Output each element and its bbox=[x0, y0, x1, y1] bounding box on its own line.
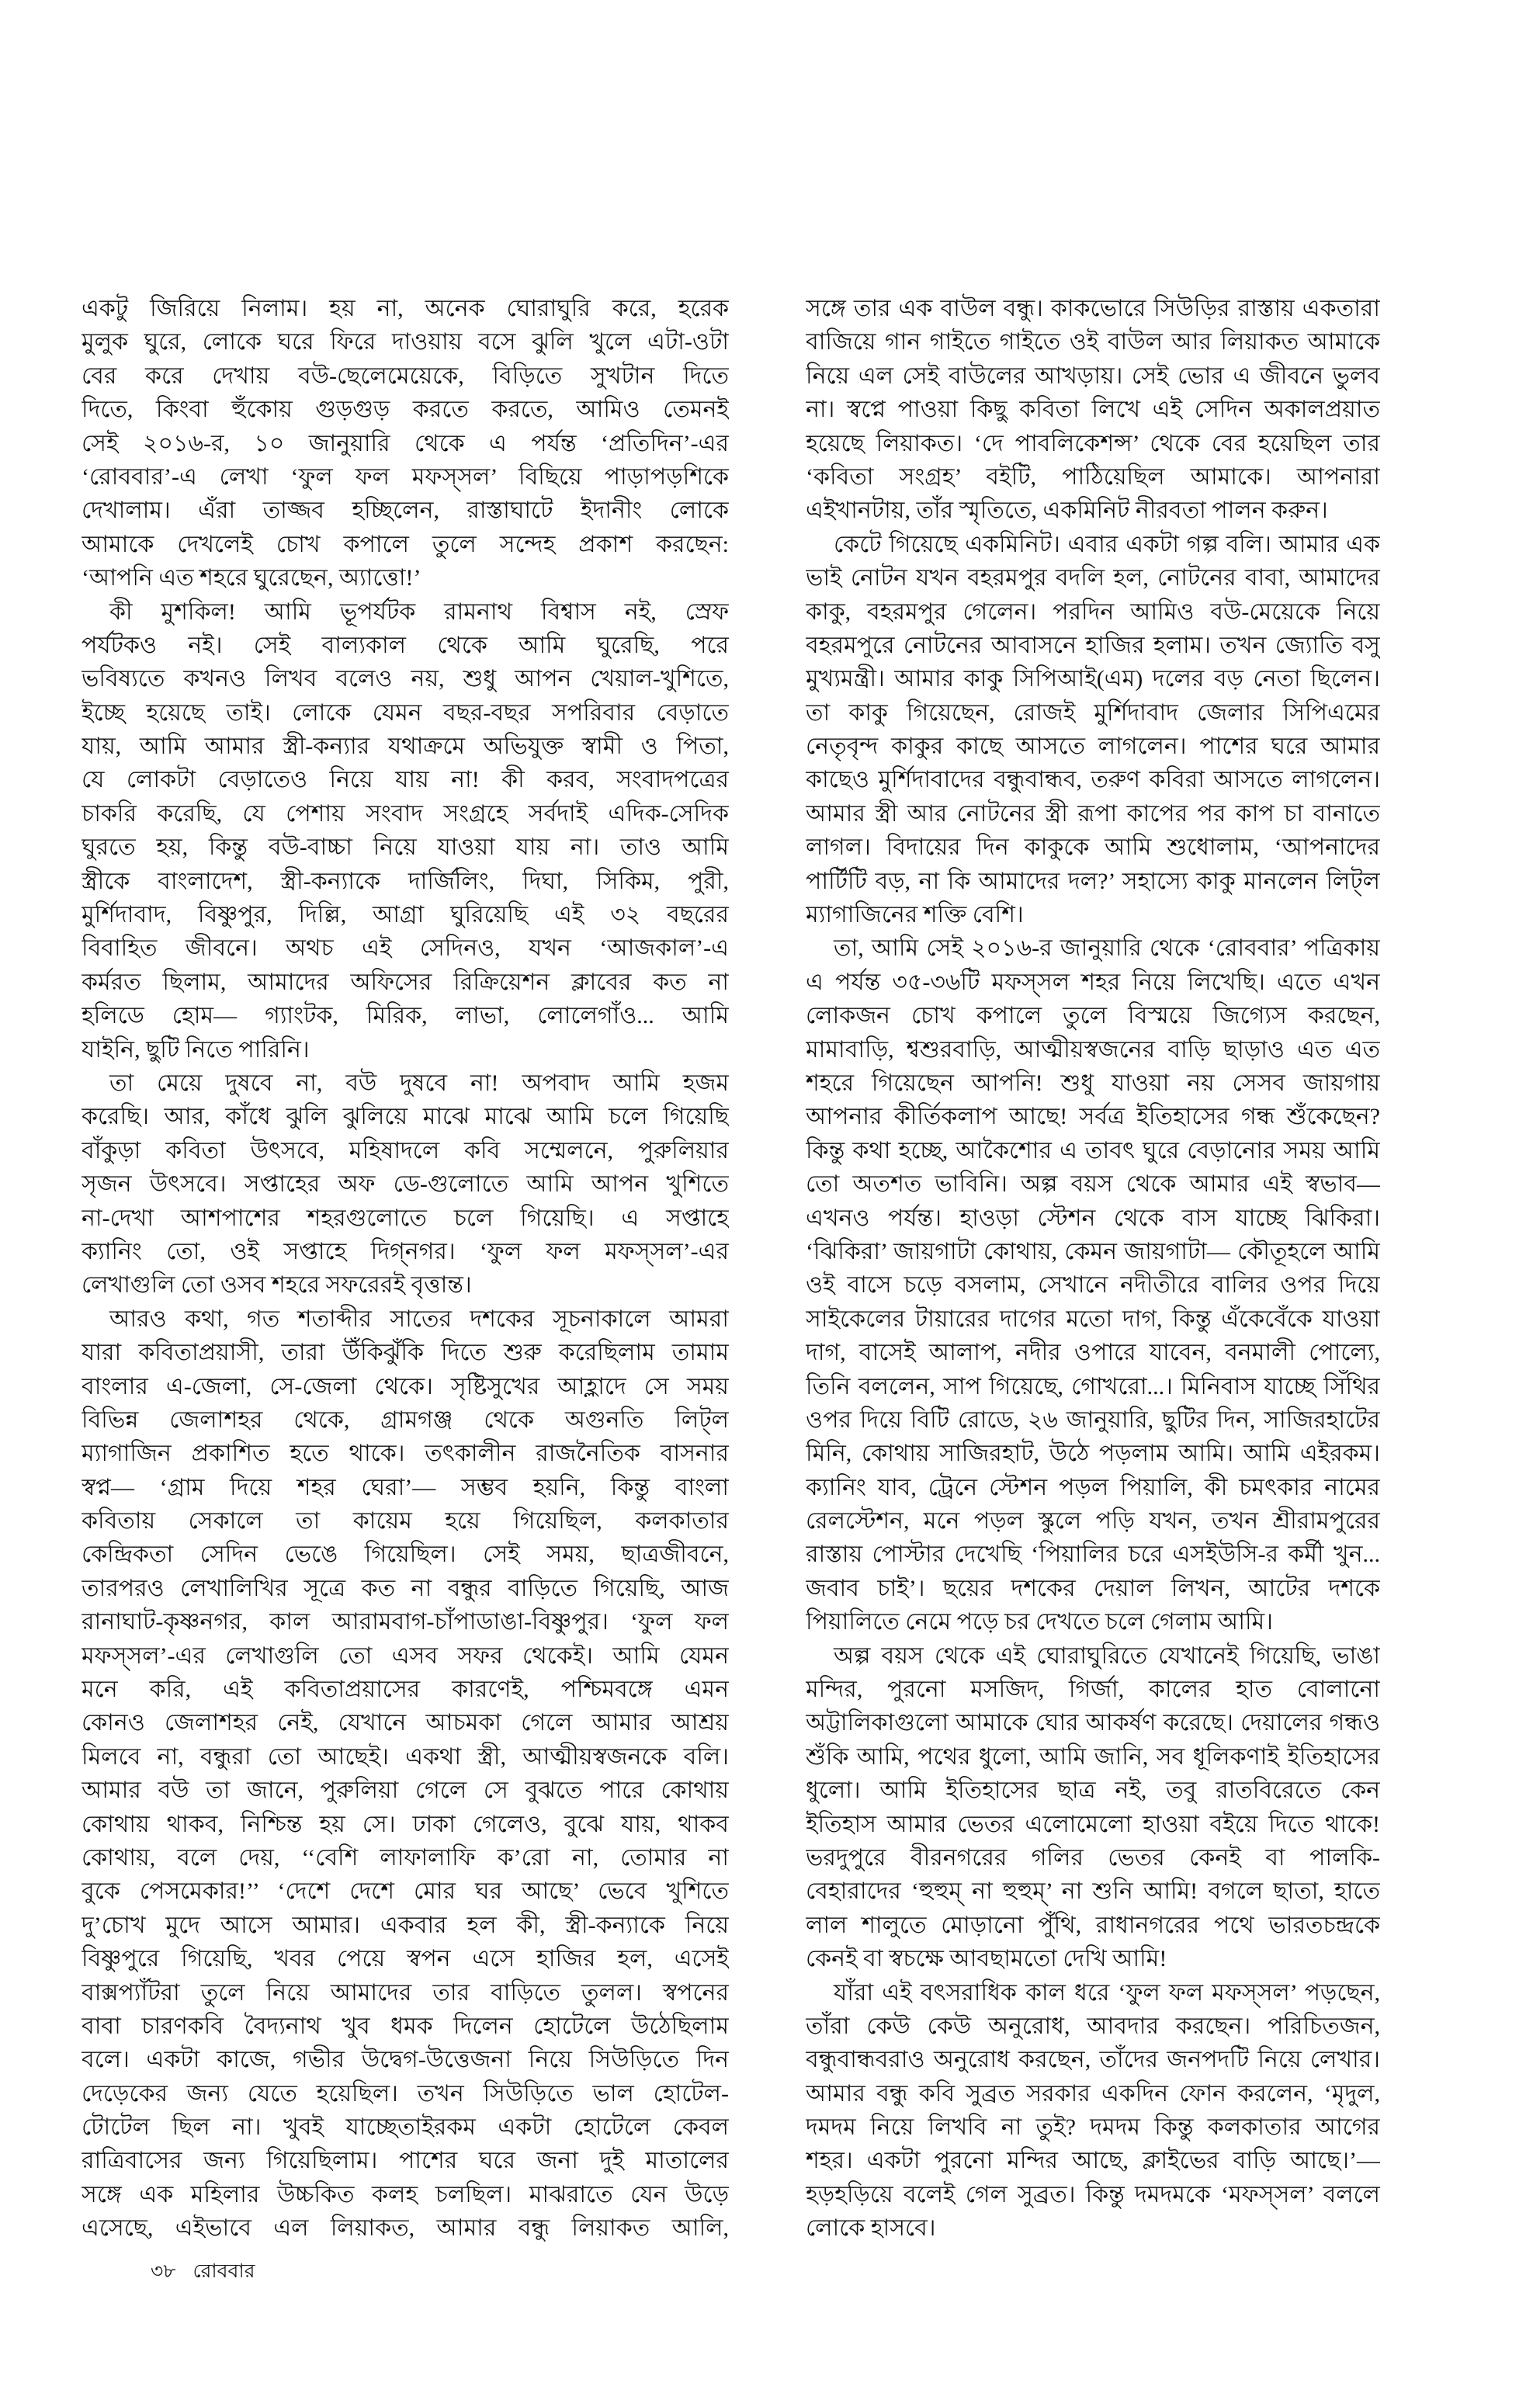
text-line: রেলস্টেশন, মনে পড়ল স্কুলে পড়ি যখন, তখন শ্রীরামপুরের bbox=[806, 1508, 1380, 1535]
text-line: ইতিহাস আমার ভেতর এলোমেলো হাওয়া বইয়ে দিতে থাকে! bbox=[806, 1811, 1380, 1837]
text-line: করেছি। আর, কাঁধে ঝুলি ঝুলিয়ে মাঝে মাঝে আমি চলে গিয়েছি bbox=[82, 1104, 729, 1130]
text-line: বাবা চারণকবি বৈদ্যনাথ খুব ধমক দিলেন হোটেলে উঠেছিলাম bbox=[82, 2013, 729, 2039]
text-line: রাস্তায় পোস্টার দেখেছি ‘পিয়ালির চরে এসইউসি-র কর্মী খুন... bbox=[806, 1542, 1380, 1568]
text-line: ম্যাগাজিনের শক্তি বেশি। bbox=[806, 902, 1024, 928]
article-left-column bbox=[82, 292, 729, 2246]
text-line: ভরদুপুরে বীরনগরের গলির ভেতর কেনই বা পালকি- bbox=[806, 1844, 1380, 1871]
text-line: কোথায় থাকব, নিশ্চিন্ত হয় সে। ঢাকা গেলেও, বুঝে যায়, থাকব bbox=[82, 1811, 729, 1837]
text-line: মনে করি, এই কবিতাপ্রয়াসের কারণেই, পশ্চিমবঙ্গে এমন bbox=[82, 1677, 729, 1703]
text-line: রানাঘাট-কৃষ্ণনগর, কাল আরামবাগ-চাঁপাডাঙা-বিষ্ণুপুর। ‘ফুল ফল bbox=[82, 1609, 729, 1635]
text-line: বাংলার এ-জেলা, সে-জেলা থেকে। সৃষ্টিসুখের আহ্লাদে সে সময় bbox=[82, 1373, 729, 1399]
text-line: বাজিয়ে গান গাইতে গাইতে ওই বাউল আর লিয়াকত আমাকে bbox=[806, 329, 1380, 355]
text-line: যায়, আমি আমার স্ত্রী-কন্যার যথাক্রমে অভিযুক্ত স্বামী ও পিতা, bbox=[82, 734, 729, 760]
text-line: স্বপ্ন— ‘গ্রাম দিয়ে শহর ঘেরা’— সম্ভব হয়নি, কিন্তু বাংলা bbox=[82, 1474, 729, 1500]
text-line: দেখালাম। এঁরা তাজ্জব হচ্ছিলেন, রাস্তাঘাটে ইদানীং লোকে bbox=[82, 498, 729, 524]
text-line: ভবিষ্যতে কখনও লিখব বলেও নয়, শুধু আপন খেয়াল-খুশিতে, bbox=[82, 666, 729, 692]
text-line: তা মেয়ে দুষবে না, বউ দুষবে না! অপবাদ আমি হজম bbox=[109, 1070, 729, 1096]
text-line: লাগল। বিদায়ের দিন কাকুকে আমি শুধোলাম, ‘আপনাদের bbox=[806, 834, 1380, 861]
text-line: ঘুরতে হয়, কিন্তু বউ-বাচ্চা নিয়ে যাওয়া যায় না। তাও আমি bbox=[82, 834, 729, 861]
text-line: বহরমপুরে নোটনের আবাসনে হাজির হলাম। তখন জ্যোতি বসু bbox=[806, 632, 1380, 658]
article-right-column bbox=[806, 292, 1380, 2246]
text-line: হলিডে হোম— গ্যাংটক, মিরিক, লাভা, লোলেগাঁও... আমি bbox=[82, 1003, 729, 1029]
text-line: মিনি, কোথায় সাজিরহাট, উঠে পড়লাম আমি। আমি এইরকম। bbox=[806, 1441, 1380, 1467]
text-line: সৃজন উৎসবে। সপ্তাহের অফ ডে-গুলোতে আমি আপন খুশিতে bbox=[82, 1171, 729, 1198]
text-line: অল্প বয়স থেকে এই ঘোরাঘুরিতে যেখানেই গিয়েছি, ভাঙা bbox=[834, 1642, 1380, 1669]
text-line: মফস্‌সল’-এর লেখাগুলি তো এসব সফর থেকেই। আমি যেমন bbox=[82, 1642, 729, 1669]
text-line: কী মুশকিল! আমি ভূপর্যটক রামনাথ বিশ্বাস নই, স্রেফ bbox=[109, 598, 729, 625]
text-line: বন্ধুবান্ধবরাও অনুরোধ করছেন, তাঁদের জনপদটি নিয়ে লেখার। bbox=[806, 2047, 1380, 2073]
text-line: মিলবে না, বন্ধুরা তো আছেই। একথা স্ত্রী, আত্মীয়স্বজনকে বলি। bbox=[82, 1743, 729, 1770]
text-line: একটু জিরিয়ে নিলাম। হয় না, অনেক ঘোরাঘুরি করে, হরেক bbox=[82, 296, 729, 321]
text-line: এসেছে, এইভাবে এল লিয়াকত, আমার বন্ধু লিয়াকত আলি, bbox=[82, 2215, 729, 2242]
text-line: তাঁরা কেউ কেউ অনুরোধ, আবদার করছেন। পরিচিতজন, bbox=[806, 2013, 1380, 2039]
text-line: হড়হড়িয়ে বলেই গেল সুব্রত। কিন্তু দমদমকে ‘মফস্‌সল’ বললে bbox=[806, 2181, 1380, 2207]
text-line: ক্যানিং যাব, ট্রেনে স্টেশন পড়ল পিয়ালি, কী চমৎকার নামের bbox=[806, 1474, 1380, 1500]
text-line: দাগ, বাসেই আলাপ, নদীর ওপারে যাবেন, বনমালী পোল্যে, bbox=[806, 1340, 1380, 1366]
text-line: আমাকে দেখলেই চোখ কপালে তুলে সন্দেহ প্রকাশ করছেন: bbox=[82, 531, 729, 557]
text-line: আরও কথা, গত শতাব্দীর সাতের দশকের সূচনাকালে আমরা bbox=[109, 1306, 729, 1332]
text-line: মুর্শিদাবাদ, বিষ্ণুপুর, দিল্লি, আগ্রা ঘুরিয়েছি এই ৩২ বছরের bbox=[82, 902, 729, 928]
text-line: লেখাগুলি তো ওসব শহরে সফরেরই বৃত্তান্ত। bbox=[82, 1272, 472, 1299]
text-line: আমার স্ত্রী আর নোটনের স্ত্রী রূপা কাপের পর কাপ চা বানাতে bbox=[806, 800, 1380, 827]
text-line: কেন্দ্রিকতা সেদিন ভেঙে গিয়েছিল। সেই সময়, ছাত্রজীবনে, bbox=[82, 1542, 729, 1568]
text-line: ক্যানিং তো, ওই সপ্তাহে দিগ্‌নগর। ‘ফুল ফল মফস্‌সল’-এর bbox=[82, 1238, 729, 1264]
text-line: কোথায়, বলে দেয়, ‘‘বেশি লাফালাফি ক’রো না, তোমার না bbox=[82, 1844, 729, 1871]
text-line: বিবাহিত জীবনে। অথচ এই সেদিনও, যখন ‘আজকাল’-এ bbox=[82, 935, 729, 962]
text-line: লোকে হাসবে। bbox=[806, 2215, 936, 2242]
text-line: যাঁরা এই বৎসরাধিক কাল ধরে ‘ফুল ফল মফস্‌সল’ পড়ছেন, bbox=[834, 1979, 1380, 2006]
text-line: কেনই বা স্বচক্ষে আবছামতো দেখি আমি! bbox=[806, 1946, 1167, 1972]
text-line: স্ত্রীকে বাংলাদেশ, স্ত্রী-কন্যাকে দার্জিলিং, দিঘা, সিকিম, পুরী, bbox=[82, 868, 729, 894]
text-line: বলে। একটা কাজে, গভীর উদ্বেগ-উত্তেজনা নিয়ে সিউড়িতে দিন bbox=[82, 2047, 729, 2073]
text-line: আমার বন্ধু কবি সুব্রত সরকার একদিন ফোন করলেন, ‘মৃদুল, bbox=[806, 2080, 1380, 2107]
text-line: কাছেও মুর্শিদাবাদের বন্ধুবান্ধব, তরুণ কবিরা আসতে লাগলেন। bbox=[806, 767, 1380, 793]
text-line: বাঁকুড়া কবিতা উৎসবে, মহিষাদলে কবি সম্মেলনে, পুরুলিয়ার bbox=[82, 1137, 729, 1164]
text-line: তা, আমি সেই ২০১৬-র জানুয়ারি থেকে ‘রোববার’ পত্রিকায় bbox=[834, 935, 1380, 962]
text-line: নেতৃবৃন্দ কাকুর কাছে আসতে লাগলেন। পাশের ঘরে আমার bbox=[806, 734, 1380, 760]
text-line: আপনার কীর্তিকলাপ আছে! সর্বত্র ইতিহাসের গন্ধ শুঁকেছেন? bbox=[806, 1104, 1380, 1130]
text-line: হয়েছে লিয়াকত। ‘দে পাবলিকেশন্স’ থেকে বের হয়েছিল তার bbox=[806, 430, 1380, 456]
text-line: দেড়েকের জন্য যেতে হয়েছিল। তখন সিউড়িতে ভাল হোটেল- bbox=[82, 2080, 729, 2107]
page-number: ৩৮ bbox=[151, 2261, 176, 2282]
text-line: কর্মরত ছিলাম, আমাদের অফিসের রিক্রিয়েশন ক্লাবের কত না bbox=[82, 969, 729, 995]
text-line: সাইকেলের টায়ারের দাগের মতো দাগ, কিন্তু এঁকেবেঁকে যাওয়া bbox=[806, 1306, 1380, 1332]
text-line: দু’চোখ মুদে আসে আমার। একবার হল কী, স্ত্রী-কন্যাকে নিয়ে bbox=[82, 1912, 729, 1938]
text-line: যারা কবিতাপ্রয়াসী, তারা উঁকিঝুঁকি দিতে শুরু করেছিলাম তামাম bbox=[82, 1340, 729, 1366]
text-line: রাত্রিবাসের জন্য গিয়েছিলাম। পাশের ঘরে জনা দুই মাতালের bbox=[82, 2148, 729, 2174]
text-line: নিয়ে এল সেই বাউলের আখড়ায়। সেই ভোর এ জীবনে ভুলব bbox=[806, 362, 1380, 389]
text-line: যাইনি, ছুটি নিতে পারিনি। bbox=[82, 1036, 310, 1063]
text-line: টোটেল ছিল না। খুবই যাচ্ছেতাইরকম একটা হোটেলে কেবল bbox=[82, 2114, 729, 2141]
text-line: লোকজন চোখ কপালে তুলে বিস্ময়ে জিগ্যেস করছেন, bbox=[806, 1003, 1380, 1029]
text-line: মামাবাড়ি, শ্বশুরবাড়ি, আত্মীয়স্বজনের বাড়ি ছাড়াও এত এত bbox=[806, 1036, 1380, 1063]
text-line: পিয়ালিতে নেমে পড়ে চর দেখতে চলে গেলাম আমি। bbox=[806, 1609, 1273, 1635]
text-line: মুখ্যমন্ত্রী। আমার কাকু সিপিআই(এম) দলের বড় নেতা ছিলেন। bbox=[806, 666, 1380, 692]
text-line: ‘কবিতা সংগ্রহ’ বইটি, পাঠিয়েছিল আমাকে। আপনারা bbox=[806, 463, 1380, 490]
text-line: বিষ্ণুপুরে গিয়েছি, খবর পেয়ে স্বপন এসে হাজির হল, এসেই bbox=[82, 1946, 729, 1972]
text-line: যে লোকটা বেড়াতেও নিয়ে যায় না! কী করব, সংবাদপত্রের bbox=[82, 767, 729, 793]
text-line: ধুলো। আমি ইতিহাসের ছাত্র নই, তবু রাতবিরেতে কেন bbox=[806, 1777, 1380, 1804]
text-line: শহরে গিয়েছেন আপনি! শুধু যাওয়া নয় সেসব জায়গায় bbox=[806, 1070, 1380, 1096]
text-line: বেহারাদের ‘হুহুম্ না হুহুম্’ না শুনি আমি! বগলে ছাতা, হাতে bbox=[806, 1878, 1380, 1905]
page-footer bbox=[151, 2256, 255, 2289]
text-line: শহর। একটা পুরনো মন্দির আছে, ক্লাইভের বাড়ি আছে।’— bbox=[806, 2148, 1380, 2174]
text-line: তা কাকু গিয়েছেন, রোজই মুর্শিদাবাদ জেলার সিপিএমের bbox=[806, 699, 1380, 726]
text-line: ‘ঝিকিরা’ জায়গাটা কোথায়, কেমন জায়গাটা— কৌতূহলে আমি bbox=[806, 1238, 1380, 1264]
text-line: ভাই নোটন যখন বহরমপুর বদলি হল, নোটনের বাবা, আমাদের bbox=[806, 565, 1380, 591]
text-line: মুলুক ঘুরে, লোকে ঘরে ফিরে দাওয়ায় বসে ঝুলি খুলে এটা-ওটা bbox=[82, 329, 729, 355]
text-line: তো অতশত ভাবিনি। অল্প বয়স থেকে আমার এই স্বভাব— bbox=[806, 1171, 1380, 1198]
text-line: অট্টালিকাগুলো আমাকে ঘোর আকর্ষণ করেছে। দেয়ালের গন্ধও bbox=[806, 1710, 1380, 1736]
text-line: না-দেখা আশপাশের শহরগুলোতে চলে গিয়েছি। এ সপ্তাহে bbox=[82, 1205, 729, 1231]
text-line: পর্যটকও নই। সেই বাল্যকাল থেকে আমি ঘুরেছি, পরে bbox=[82, 632, 729, 658]
text-line: সঙ্গে তার এক বাউল বন্ধু। কাকভোরে সিউড়ির রাস্তায় একতারা bbox=[806, 296, 1380, 321]
text-line: কাকু, বহরমপুর গেলেন। পরদিন আমিও বউ-মেয়েকে নিয়ে bbox=[806, 598, 1380, 625]
text-line: এখনও পর্যন্ত। হাওড়া স্টেশন থেকে বাস যাচ্ছে ঝিকিরা। bbox=[806, 1205, 1380, 1231]
text-line: বাক্সপ্যাঁটরা তুলে নিয়ে আমাদের তার বাড়িতে তুলল। স্বপনের bbox=[82, 1979, 729, 2006]
text-line: এ পর্যন্ত ৩৫-৩৬টি মফস্‌সল শহর নিয়ে লিখেছি। এতে এখন bbox=[806, 969, 1380, 995]
text-line: কবিতায় সেকালে তা কায়েম হয়ে গিয়েছিল, কলকাতার bbox=[82, 1508, 729, 1535]
text-line: শুঁকি আমি, পথের ধুলো, আমি জানি, সব ধূলিকণাই ইতিহাসের bbox=[806, 1743, 1380, 1770]
text-line: না। স্বপ্নে পাওয়া কিছু কবিতা লিখে এই সেদিন অকালপ্রয়াত bbox=[806, 397, 1380, 423]
text-line: পার্টিটি বড়, না কি আমাদের দল?’ সহাস্যে কাকু মানলেন লিট্‌ল bbox=[806, 868, 1380, 894]
magazine-name: রোববার bbox=[192, 2261, 255, 2282]
text-line: ওপর দিয়ে বিটি রোডে, ২৬ জানুয়ারি, ছুটির দিন, সাজিরহাটের bbox=[806, 1406, 1380, 1433]
text-line: তারপরও লেখালিখির সূত্রে কত না বন্ধুর বাড়িতে গিয়েছি, আজ bbox=[82, 1575, 729, 1601]
text-line: কোনও জেলাশহর নেই, যেখানে আচমকা গেলে আমার আশ্রয় bbox=[82, 1710, 729, 1736]
text-line: সঙ্গে এক মহিলার উচ্চকিত কলহ চলছিল। মাঝরাতে যেন উড়ে bbox=[82, 2181, 729, 2207]
text-line: ‘রোববার’-এ লেখা ‘ফুল ফল মফস্‌সল’ বিছিয়ে পাড়াপড়শিকে bbox=[82, 463, 729, 490]
text-line: দিতে, কিংবা হুঁকোয় গুড়গুড় করতে করতে, আমিও তেমনই bbox=[82, 397, 729, 423]
text-line: ওই বাসে চড়ে বসলাম, সেখানে নদীতীরে বালির ওপর দিয়ে bbox=[806, 1272, 1380, 1299]
text-line: আমার বউ তা জানে, পুরুলিয়া গেলে সে বুঝতে পারে কোথায় bbox=[82, 1777, 729, 1804]
text-line: বের করে দেখায় বউ-ছেলেমেয়েকে, বিড়িতে সুখটান দিতে bbox=[82, 362, 729, 389]
text-line: সেই ২০১৬-র, ১০ জানুয়ারি থেকে এ পর্যন্ত ‘প্রতিদিন’-এর bbox=[82, 430, 729, 456]
text-line: তিনি বললেন, সাপ গিয়েছে, গোখরো...। মিনিবাস যাচ্ছে সিঁথির bbox=[806, 1373, 1380, 1399]
text-line: জবাব চাই’। ছয়ের দশকের দেয়াল লিখন, আটের দশকে bbox=[806, 1575, 1380, 1601]
text-line: চাকরি করেছি, যে পেশায় সংবাদ সংগ্রহে সর্বদাই এদিক-সেদিক bbox=[82, 800, 729, 827]
text-line: কিন্তু কথা হচ্ছে, আকৈশোর এ তাবৎ ঘুরে বেড়ানোর সময় আমি bbox=[806, 1137, 1380, 1164]
text-line: বুকে পেসমেকার!’’ ‘দেশে দেশে মোর ঘর আছে’ ভেবে খুশিতে bbox=[82, 1878, 729, 1905]
text-line: কেটে গিয়েছে একমিনিট। এবার একটা গল্প বলি। আমার এক bbox=[834, 531, 1380, 557]
text-line: ইচ্ছে হয়েছে তাই। লোকে যেমন বছর-বছর সপরিবার বেড়াতে bbox=[82, 699, 729, 726]
text-line: বিভিন্ন জেলাশহর থেকে, গ্রামগঞ্জ থেকে অগুনতি লিট্‌ল bbox=[82, 1406, 729, 1433]
text-line: এইখানটায়, তাঁর স্মৃতিতে, একমিনিট নীরবতা পালন করুন। bbox=[806, 498, 1328, 524]
text-line: দমদম নিয়ে লিখবি না তুই? দমদম কিন্তু কলকাতার আগের bbox=[806, 2114, 1380, 2141]
text-line: ম্যাগাজিন প্রকাশিত হতে থাকে। তৎকালীন রাজনৈতিক বাসনার bbox=[82, 1441, 729, 1467]
text-line: মন্দির, পুরনো মসজিদ, গির্জা, কালের হাত বোলানো bbox=[806, 1677, 1380, 1703]
text-line: লাল শালুতে মোড়ানো পুঁথি, রাধানগরের পথে ভারতচন্দ্রকে bbox=[806, 1912, 1380, 1938]
text-line: ‘আপনি এত শহরে ঘুরেছেন, অ্যাত্তো!’ bbox=[82, 565, 421, 591]
